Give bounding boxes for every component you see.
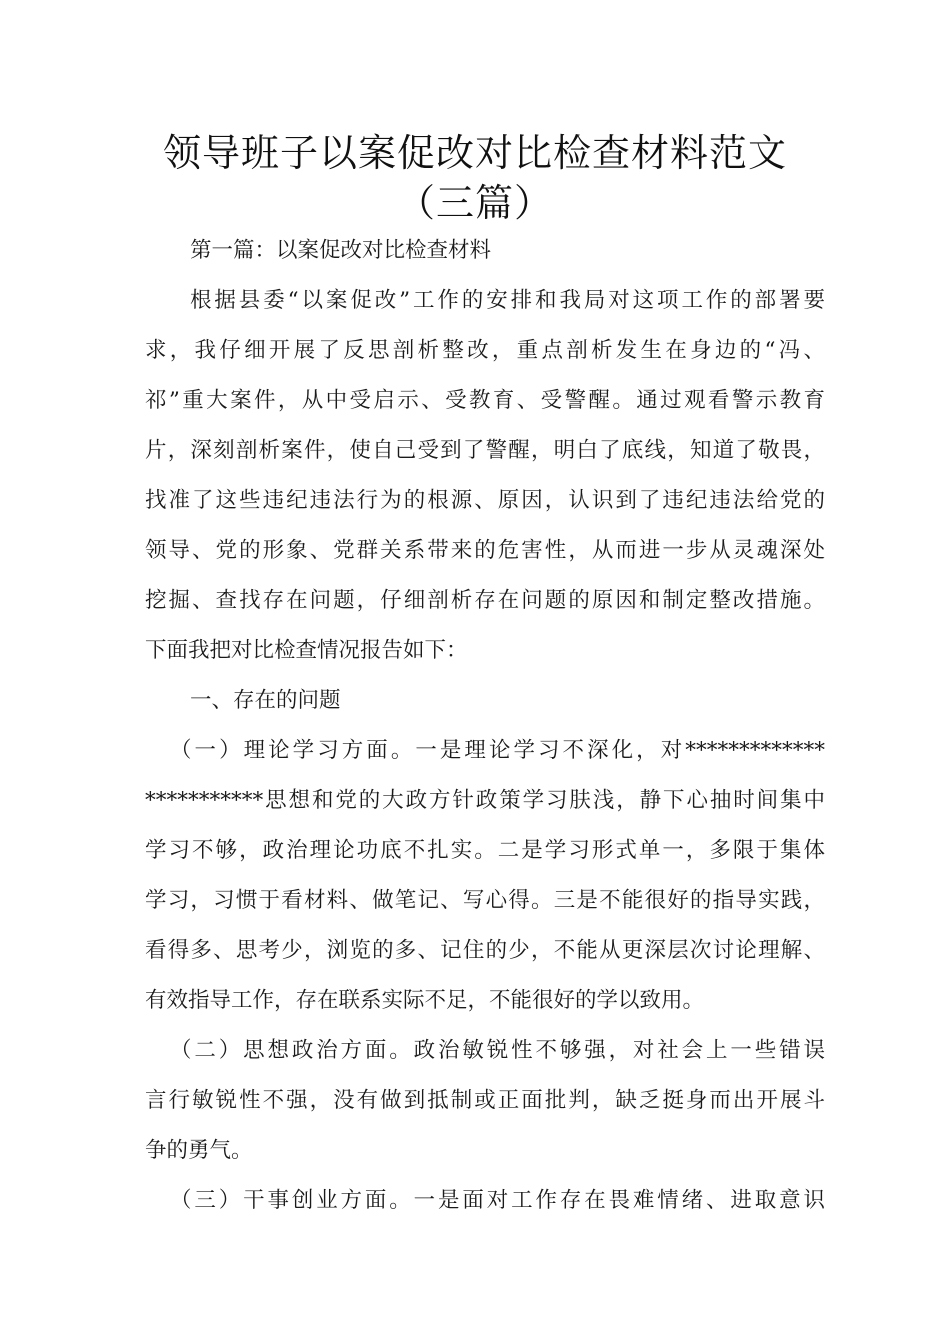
- paragraph-line: （三）干事创业方面。一是面对工作存在畏难情绪、进取意识: [170, 1188, 825, 1213]
- paragraph-line: 有效指导工作，存在联系实际不足，不能很好的学以致用。: [145, 988, 705, 1013]
- paragraph-line: 祁”重大案件，从中受启示、受教育、受警醒。通过观看警示教育: [145, 388, 825, 413]
- document-title-line-1: 领导班子以案促改对比检查材料范文: [162, 131, 787, 175]
- paragraph-line: （一）理论学习方面。一是理论学习不深化，对*************: [170, 738, 825, 763]
- paragraph-line: 学习，习惯于看材料、做笔记、写心得。三是不能很好的指导实践，: [145, 888, 825, 913]
- paragraph-line: 挖掘、查找存在问题，仔细剖析存在问题的原因和制定整改措施。: [145, 588, 825, 613]
- paragraph-line: 找准了这些违纪违法行为的根源、原因，认识到了违纪违法给党的: [145, 488, 825, 513]
- paragraph-line: 求，我仔细开展了反思剖析整改，重点剖析发生在身边的“冯、: [145, 338, 825, 363]
- section-heading-part-one: 第一篇：以案促改对比检查材料: [190, 238, 492, 263]
- paragraph-line: 片，深刻剖析案件，使自己受到了警醒，明白了底线，知道了敬畏，: [145, 438, 825, 463]
- paragraph-line: ***********思想和党的大政方针政策学习肤浅，静下心抽时间集中: [145, 788, 825, 813]
- paragraph-line: 学习不够，政治理论功底不扎实。二是学习形式单一，多限于集体: [145, 838, 825, 863]
- paragraph-line: 下面我把对比检查情况报告如下：: [145, 638, 468, 663]
- paragraph-line: 争的勇气。: [145, 1138, 253, 1163]
- section-heading-problems: 一、存在的问题: [190, 688, 341, 713]
- paragraph-line: （二）思想政治方面。政治敏锐性不够强，对社会上一些错误: [170, 1038, 825, 1063]
- paragraph-line: 领导、党的形象、党群关系带来的危害性，从而进一步从灵魂深处: [145, 538, 825, 563]
- paragraph-line: 看得多、思考少，浏览的多、记住的少，不能从更深层次讨论理解、: [145, 938, 825, 963]
- document-title-line-2: （三篇）: [396, 181, 553, 225]
- paragraph-line: 根据县委“以案促改”工作的安排和我局对这项工作的部署要: [190, 288, 825, 313]
- paragraph-line: 言行敏锐性不强，没有做到抵制或正面批判，缺乏挺身而出开展斗: [145, 1088, 825, 1113]
